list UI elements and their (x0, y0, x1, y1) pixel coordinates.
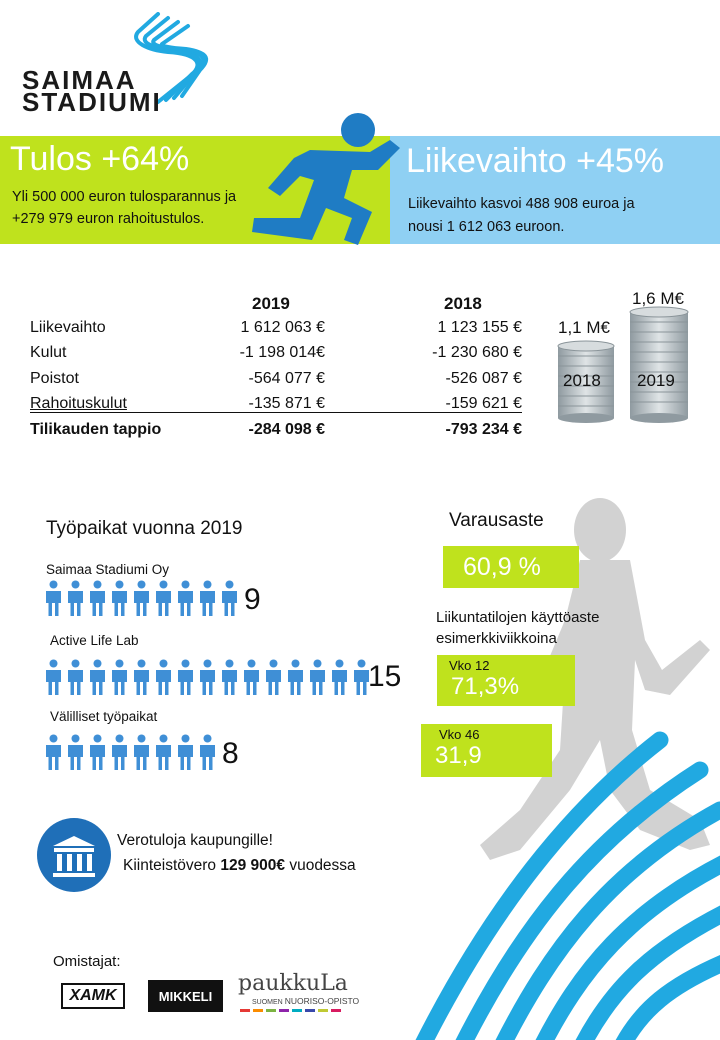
finance-row-label: Liikevaihto (30, 319, 106, 336)
finance-row-2018: -159 621 € (445, 395, 522, 412)
job-group-label: Saimaa Stadiumi Oy (46, 562, 170, 577)
person-icon (88, 659, 107, 695)
xamk-logo-text: XAMK (61, 983, 124, 1009)
week-46-value: 31,9 (435, 742, 482, 769)
person-icon (330, 659, 349, 695)
week-46-box (421, 724, 552, 777)
person-icon (176, 659, 195, 695)
person-icon (286, 659, 305, 695)
paukkula-logo (238, 971, 360, 1018)
tax-line-2 (123, 853, 356, 878)
occupancy-desc-line-1: Liikuntatilojen käyttöaste (436, 609, 600, 626)
paukkula-logo-text: paukkuLa (238, 971, 348, 996)
person-icon (66, 580, 85, 616)
coin-label-2019: 2019 (637, 371, 675, 390)
person-icon (198, 659, 217, 695)
revenue-title: Liikevaihto +45% (406, 142, 665, 180)
coin-value-2019: 1,6 M€ (632, 289, 684, 308)
week-46-label: Vko 46 (439, 727, 480, 742)
mikkeli-logo: MIKKELI (148, 980, 223, 1012)
person-icon (220, 659, 239, 695)
finance-row-label: Poistot (30, 370, 79, 387)
logo-text-stadiumi: STADIUMI (22, 87, 162, 117)
finance-row-2018: -793 234 € (445, 421, 522, 438)
finance-row-2018: -1 230 680 € (432, 344, 522, 361)
person-icon (154, 734, 173, 770)
job-group-people (44, 580, 239, 616)
finance-col-2019: 2019 (252, 294, 290, 313)
coin-value-2018: 1,1 M€ (558, 318, 610, 337)
paukkula-logo-sub: SUOMEN NUORISO-OPISTO (252, 996, 360, 1006)
finance-row-2019: -564 077 € (248, 370, 325, 387)
week-12-box (437, 655, 575, 706)
person-icon (308, 659, 327, 695)
person-icon (154, 580, 173, 616)
person-icon (242, 659, 261, 695)
job-group-people (44, 734, 217, 770)
finance-row-2019: -1 198 014€ (239, 344, 325, 361)
person-icon (132, 659, 151, 695)
job-group-count: 15 (368, 660, 402, 693)
tax-amount: 129 900€ (220, 857, 286, 874)
result-title: Tulos +64% (10, 140, 190, 178)
person-icon (176, 580, 195, 616)
owners-title: Omistajat: (53, 953, 121, 970)
person-icon (198, 734, 217, 770)
person-icon (110, 734, 129, 770)
person-icon (110, 580, 129, 616)
person-icon (44, 734, 63, 770)
finance-row-2019: -284 098 € (248, 421, 325, 438)
person-icon (66, 659, 85, 695)
revenue-desc-line-2: nousi 1 612 063 euroon. (408, 219, 565, 235)
finance-col-2018: 2018 (444, 294, 482, 313)
person-icon (44, 580, 63, 616)
person-icon (110, 659, 129, 695)
job-group-people (44, 659, 371, 695)
xamk-logo (53, 980, 133, 1012)
result-desc-line-2: +279 979 euron rahoitustulos. (12, 211, 205, 227)
finance-row-2018: -526 087 € (445, 370, 522, 387)
person-icon (132, 734, 151, 770)
person-icon (132, 580, 151, 616)
coin-label-2018: 2018 (563, 371, 601, 390)
tax-line-1: Verotuloja kaupungille! (117, 832, 273, 849)
job-group-label: Välilliset työpaikat (50, 709, 158, 724)
person-icon (176, 734, 195, 770)
finance-row-2019: -135 871 € (248, 395, 325, 412)
person-icon (44, 659, 63, 695)
occupancy-value: 60,9 % (463, 553, 541, 581)
person-icon (220, 580, 239, 616)
person-icon (198, 580, 217, 616)
job-group-count: 9 (244, 583, 261, 616)
person-icon (154, 659, 173, 695)
finance-row-label: Tilikauden tappio (30, 421, 162, 438)
finance-row-2018: 1 123 155 € (437, 319, 522, 336)
paukkula-color-bar (240, 1009, 348, 1012)
finance-row-2019: 1 612 063 € (240, 319, 325, 336)
runner-icon (240, 100, 410, 250)
job-group-count: 8 (222, 737, 239, 770)
person-icon (88, 734, 107, 770)
occupancy-value-box (443, 546, 579, 588)
person-icon (88, 580, 107, 616)
finance-row-label: Rahoituskulut (30, 395, 127, 412)
logo-text-saimaa: SAIMAA (22, 65, 137, 95)
week-12-value: 71,3% (451, 673, 520, 700)
tax-line-2-prefix: Kiinteistövero (123, 857, 221, 874)
result-desc-line-1: Yli 500 000 euron tulosparannus ja (12, 189, 237, 205)
job-group-label: Active Life Lab (50, 633, 139, 648)
occupancy-desc-line-2: esimerkkiviikkoina (436, 630, 557, 647)
occupancy-title: Varausaste (449, 510, 544, 531)
finance-row-label: Kulut (30, 344, 67, 361)
person-icon (264, 659, 283, 695)
tax-line-2-suffix: vuodessa (285, 857, 356, 874)
jobs-title: Työpaikat vuonna 2019 (46, 518, 243, 539)
revenue-desc-line-1: Liikevaihto kasvoi 488 908 euroa ja (408, 196, 635, 212)
person-icon (66, 734, 85, 770)
week-12-label: Vko 12 (449, 658, 490, 673)
government-building-icon (37, 818, 111, 892)
finance-total-rule (30, 412, 522, 413)
